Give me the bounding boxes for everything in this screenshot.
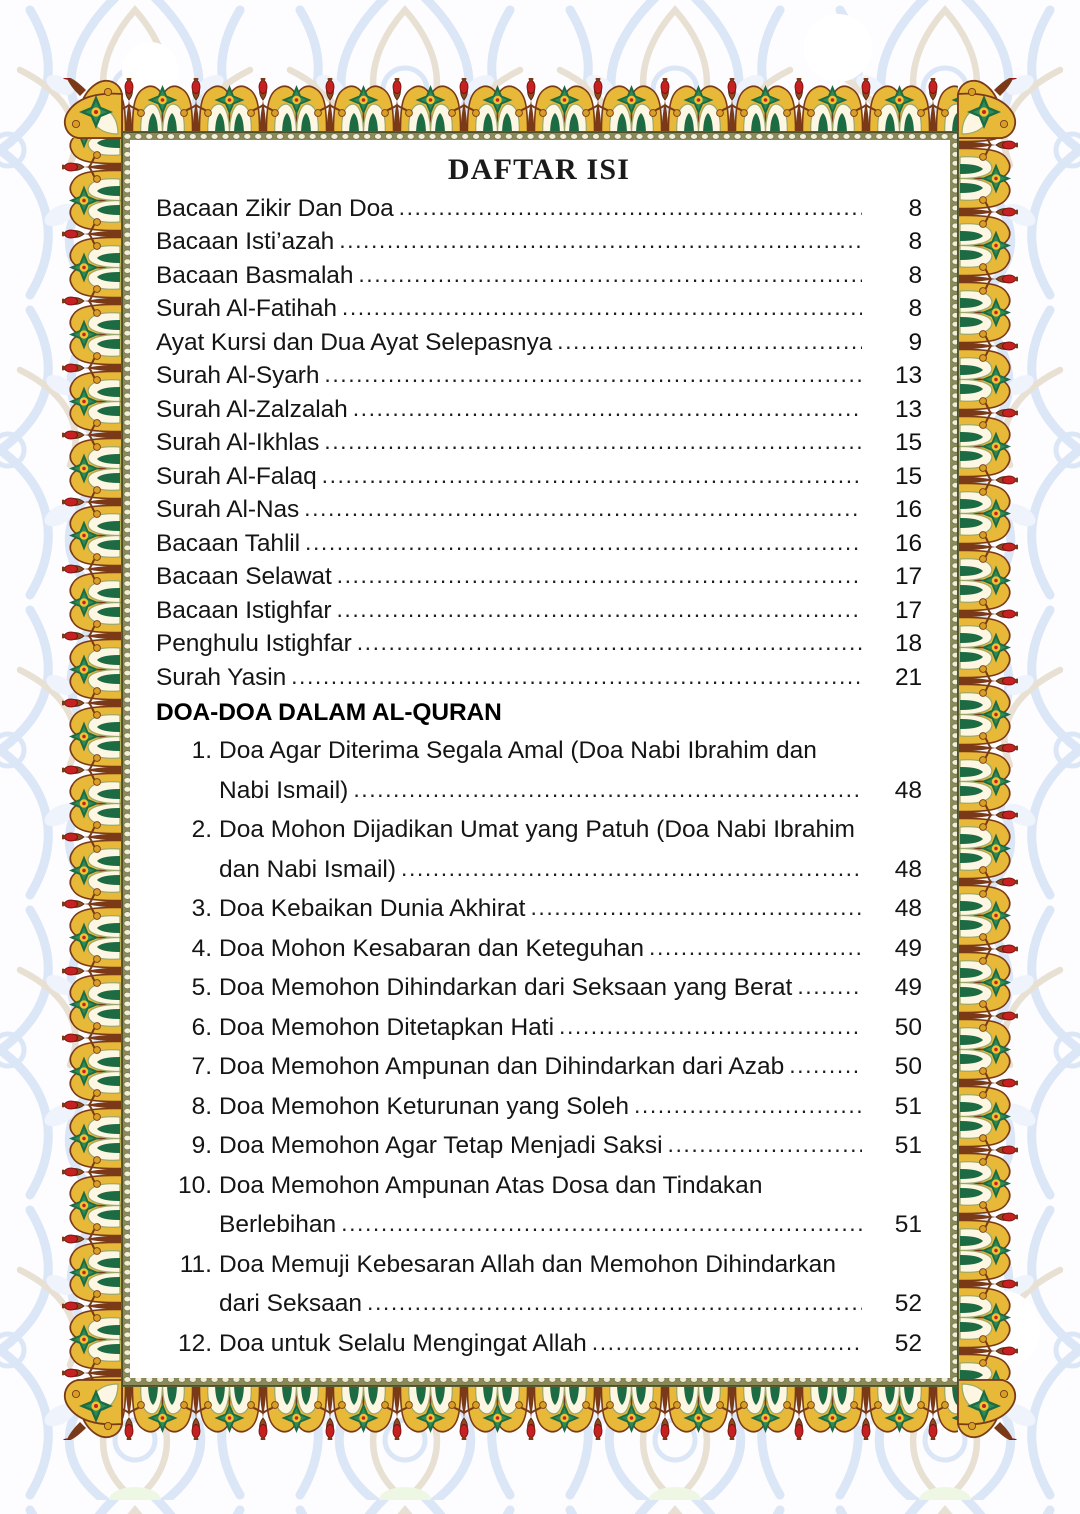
toc-entry-page-number: 16 [894, 529, 922, 557]
dot-leader [559, 1007, 862, 1047]
toc-entry-body [219, 1126, 922, 1166]
toc-entry-page-number: 51 [894, 1211, 922, 1238]
toc-entry-page-number: 49 [894, 974, 922, 1001]
toc-entry-page-number: 50 [894, 1053, 922, 1080]
toc-entry-body [219, 889, 922, 929]
dot-leader [592, 1323, 862, 1363]
toc-entry-text: Nabi Ismail) [219, 776, 349, 804]
toc-entry-number: 3. [191, 895, 212, 922]
toc-entry-page-number: 9 [908, 328, 922, 356]
toc-entry[interactable] [156, 661, 922, 695]
toc-numbered-entry[interactable] [156, 889, 922, 929]
toc-entry-line [219, 1324, 922, 1364]
toc-entry-label: Penghulu Istighfar [156, 630, 352, 657]
toc-entry[interactable] [156, 627, 922, 661]
toc-entry[interactable] [156, 460, 922, 494]
toc-entry-body [219, 968, 922, 1008]
toc-entry-page-number: 18 [894, 630, 922, 657]
toc-entry-label: Surah Al-Nas [156, 496, 300, 523]
toc-entry-body [219, 1008, 922, 1048]
toc-entry-body [219, 1166, 922, 1245]
toc-entry-label: Bacaan Zikir Dan Doa [156, 194, 394, 222]
toc-entry-line [219, 1087, 922, 1127]
dot-leader [634, 1086, 862, 1126]
toc-entry-label: Surah Al-Fatihah [156, 295, 337, 322]
toc-entry-line-continuation [219, 1284, 922, 1324]
toc-entry-text: Doa Memohon Agar Tetap Menjadi Saksi [219, 1132, 663, 1159]
toc-entry-number: 10. [177, 1171, 212, 1199]
toc-entry-label: Bacaan Basmalah [156, 261, 354, 289]
toc-entry-label: Bacaan Selawat [156, 563, 332, 590]
toc-entry-page-number: 49 [894, 934, 922, 962]
toc-numbered-entry[interactable] [156, 731, 922, 810]
dot-leader [649, 928, 862, 968]
toc-entry-text: Doa Memohon Keturunan yang Soleh [219, 1092, 629, 1120]
dot-leader [668, 1125, 862, 1165]
dot-leader [353, 770, 862, 810]
toc-entry-body [219, 929, 922, 969]
toc-entry-number: 4. [191, 934, 212, 962]
section-heading: DOA-DOA DALAM AL-QURAN [156, 699, 502, 726]
toc-entry-body [219, 810, 922, 889]
toc-entry[interactable] [156, 192, 922, 226]
toc-entry-body [219, 1047, 922, 1087]
toc-entry-text: Berlebihan [219, 1211, 337, 1238]
toc-entry-page-number: 48 [894, 895, 922, 922]
toc-numbered-entry[interactable] [156, 1245, 922, 1324]
toc-entry-number: 11. [179, 1250, 212, 1278]
toc-entry-body [219, 1087, 922, 1127]
dot-leader [399, 191, 862, 225]
toc-entry-text: Doa Mohon Kesabaran dan Keteguhan [219, 934, 644, 962]
dot-leader [336, 593, 862, 627]
toc-entry-text: Doa Memohon Ampunan dan Dihindarkan dari Azab [219, 1053, 785, 1080]
toc-entry-line [219, 1166, 922, 1206]
toc-entry-page-number: 13 [894, 395, 922, 423]
toc-entry-page-number: 15 [894, 462, 922, 490]
toc-entry-page-number: 52 [894, 1290, 922, 1317]
toc-entry-number: 1. [191, 737, 212, 764]
toc-entry-text: dan Nabi Ismail) [219, 855, 397, 883]
toc-entry-page-number: 48 [894, 855, 922, 883]
toc-entry-line-continuation [219, 1205, 922, 1245]
toc-entry-text: dari Seksaan [219, 1290, 363, 1317]
toc-entry-line [219, 929, 922, 969]
dot-leader [367, 1283, 862, 1323]
toc-entry-line-continuation [219, 850, 922, 890]
toc-entry[interactable] [156, 527, 922, 561]
toc-entry[interactable] [156, 359, 922, 393]
toc-entry[interactable] [156, 493, 922, 527]
toc-entry-page-number: 48 [894, 776, 922, 804]
toc-entry-label: Surah Al-Ikhlas [156, 429, 320, 456]
toc-entry-page-number: 50 [894, 1013, 922, 1041]
toc-entry-text: Doa Memohon Dihindarkan dari Seksaan yang Berat [219, 974, 793, 1001]
toc-entry-body [219, 731, 922, 810]
toc-entry-page-number: 16 [894, 496, 922, 523]
dot-leader [339, 224, 862, 258]
toc-entry-label: Surah Al-Syarh [156, 362, 320, 389]
toc-entry-line-continuation [219, 771, 922, 811]
toc-entry-label: Bacaan Istighfar [156, 596, 332, 624]
toc-entry-line [219, 1047, 922, 1087]
toc-numbered-entry[interactable] [156, 1324, 922, 1364]
toc-entry-line [219, 1008, 922, 1048]
dot-leader [353, 392, 862, 426]
dot-leader [530, 888, 862, 928]
toc-entry-text: Doa untuk Selalu Mengingat Allah [219, 1329, 587, 1357]
dot-leader [557, 325, 862, 359]
page-title: DAFTAR ISI [447, 153, 631, 186]
toc-entry-label: Surah Al-Zalzalah [156, 395, 348, 423]
toc-entry-page-number: 17 [894, 563, 922, 590]
toc-entry-page-number: 21 [894, 663, 922, 691]
toc-numbered-entry[interactable] [156, 1047, 922, 1087]
toc-entry-label: Surah Al-Falaq [156, 462, 317, 490]
dot-leader [322, 459, 862, 493]
toc-entry-text: Doa Mohon Dijadikan Umat yang Patuh (Doa Nabi Ibrahim [219, 816, 855, 843]
toc-entry-text: Doa Memohon Ampunan Atas Dosa dan Tindakan [219, 1171, 763, 1199]
toc-entry-page-number: 51 [894, 1092, 922, 1120]
toc-entry-text: Doa Memuji Kebesaran Allah dan Memohon Dihindarkan [219, 1250, 836, 1278]
toc-entry-page-number: 8 [908, 295, 922, 322]
dot-leader [358, 258, 862, 292]
toc-numbered-entry[interactable] [156, 929, 922, 969]
toc-entry-label: Bacaan Isti’azah [156, 228, 335, 255]
toc-entry[interactable] [156, 326, 922, 360]
toc-numbered-entry[interactable] [156, 968, 922, 1008]
toc-entry-page-number: 15 [894, 429, 922, 456]
toc-entry-number: 8. [191, 1092, 212, 1120]
dot-leader [291, 660, 862, 694]
dot-leader [401, 849, 862, 889]
dot-leader [324, 425, 862, 459]
toc-entry-text: Doa Kebaikan Dunia Akhirat [219, 895, 526, 922]
toc-numbered-entry[interactable] [156, 1008, 922, 1048]
dot-leader [305, 526, 862, 560]
toc-entry[interactable] [156, 393, 922, 427]
toc-entry-body [219, 1245, 922, 1324]
toc-entry-line [219, 889, 922, 929]
toc-entry[interactable] [156, 594, 922, 628]
toc-entry[interactable] [156, 225, 922, 259]
toc-entry-text: Doa Agar Diterima Segala Amal (Doa Nabi Ibrahim dan [219, 737, 817, 764]
toc-entry-text: Doa Memohon Ditetapkan Hati [219, 1013, 555, 1041]
toc-entry-line [219, 810, 922, 850]
dot-leader [357, 626, 862, 660]
toc-entry-line [219, 968, 922, 1008]
toc-entry[interactable] [156, 560, 922, 594]
toc-entry-number: 5. [191, 974, 212, 1001]
toc-entry-page-number: 17 [894, 596, 922, 624]
table-of-contents-page [130, 140, 950, 1378]
toc-numbered-entry[interactable] [156, 810, 922, 889]
toc-entry-number: 6. [191, 1013, 212, 1041]
toc-numbered-entry[interactable] [156, 1126, 922, 1166]
toc-entry-line [219, 1245, 922, 1285]
toc-numbered-entry[interactable] [156, 1166, 922, 1245]
toc-entry-body [219, 1324, 922, 1364]
toc-simple-entry-list [156, 192, 922, 695]
toc-entry[interactable] [156, 259, 922, 293]
toc-entry-line [219, 1126, 922, 1166]
toc-entry-page-number: 52 [894, 1329, 922, 1357]
toc-numbered-entry-list [156, 731, 922, 1363]
dot-leader [342, 291, 862, 325]
toc-numbered-entry[interactable] [156, 1087, 922, 1127]
toc-entry-number: 7. [191, 1053, 212, 1080]
toc-entry-page-number: 8 [908, 194, 922, 222]
toc-entry-number: 2. [191, 816, 212, 843]
toc-entry-line [219, 731, 922, 771]
toc-entry-page-number: 51 [894, 1132, 922, 1159]
dot-leader [304, 492, 862, 526]
toc-entry-number: 9. [191, 1132, 212, 1159]
dot-leader [324, 358, 862, 392]
toc-entry-page-number: 8 [908, 228, 922, 255]
dot-leader [341, 1204, 862, 1244]
dot-leader [337, 559, 862, 593]
toc-entry[interactable] [156, 426, 922, 460]
toc-entry-label: Surah Yasin [156, 663, 287, 691]
dot-leader [797, 967, 862, 1007]
dot-leader [789, 1046, 862, 1086]
toc-entry-number: 12. [177, 1329, 212, 1357]
toc-entry-label: Ayat Kursi dan Dua Ayat Selepasnya [156, 328, 553, 356]
toc-entry-page-number: 8 [908, 261, 922, 289]
toc-entry-label: Bacaan Tahlil [156, 529, 300, 557]
toc-entry-page-number: 13 [894, 362, 922, 389]
toc-entry[interactable] [156, 292, 922, 326]
